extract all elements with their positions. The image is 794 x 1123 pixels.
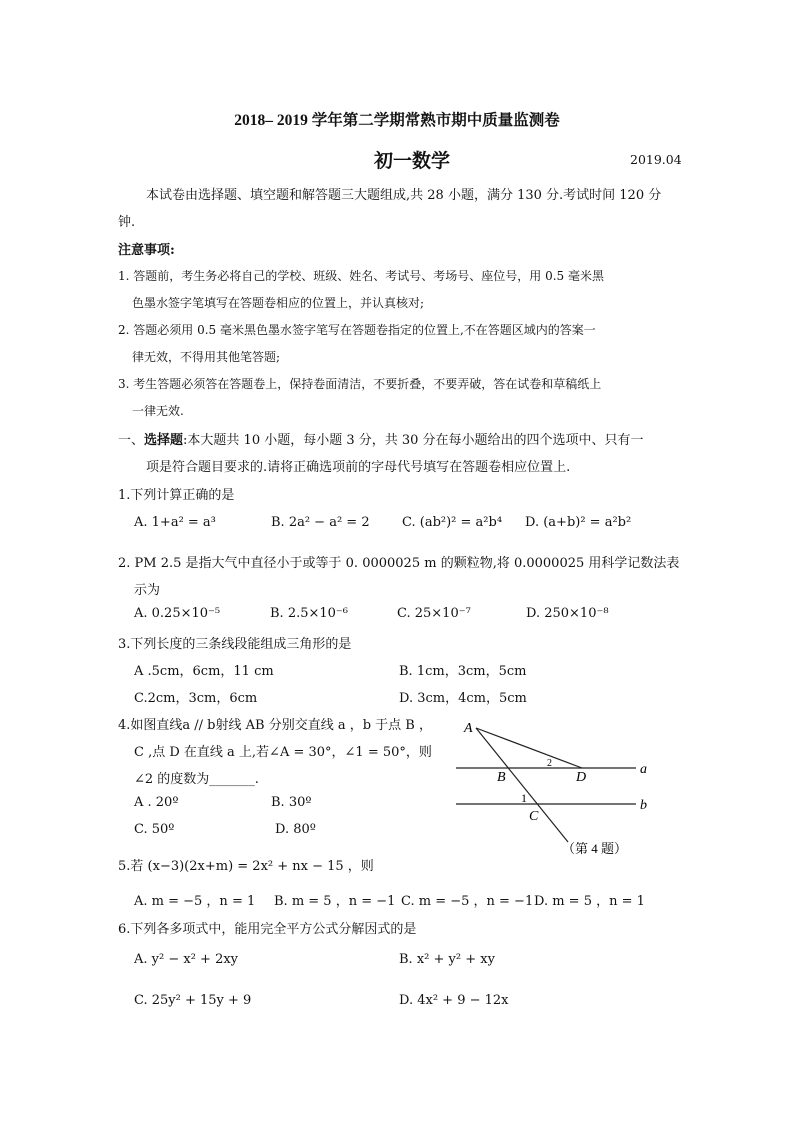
q5-option-c: C. m = −5 ，n = −1 [401,894,534,909]
q4-option-b: B. 30º [271,795,312,810]
label-D: D [576,770,587,785]
label-A: A [464,721,473,736]
q3-stem: 3.下列长度的三条线段能组成三角形的是 [118,637,352,652]
label-line-a: a [640,762,647,777]
note-3-line-2: 一律无效. [132,404,184,418]
q6-stem: 6.下列各多项式中，能用完全平方公式分解因式的是 [118,922,417,937]
angle-label-1: 1 [521,791,527,805]
q1-option-b: B. 2a² − a² = 2 [271,515,370,530]
exam-date: 2019.04 [630,152,682,167]
q5-option-d: D. m = 5 ，n = 1 [534,894,645,909]
label-C: C [529,809,539,824]
notes-heading: 注意事项: [118,243,175,258]
q6-option-b: B. x² + y² + xy [399,952,495,967]
q1-option-c: C. (ab²)² = a²b⁴ [402,515,503,530]
q5-stem: 5.若 (x−3)(2x+m) = 2x² + nx − 15 ，则 [118,859,374,874]
q3-option-a: A .5cm，6cm，11 cm [134,664,274,679]
figure-caption: （第 4 题） [562,841,628,856]
section-1-name: 选择题 [144,433,184,448]
note-2-line-2: 律无效，不得用其他笔答题; [132,350,281,364]
exam-title: 2018– 2019 学年第二学期常熟市期中质量监测卷 [234,112,560,129]
q4-stem-line-1: 4.如图直线a // b射线 AB 分别交直线 a ，b 于点 B ， [118,718,432,733]
note-2-line-1: 2. 答题必须用 0.5 毫米黑色墨水签字笔写在答题卷指定的位置上,不在答题区域内的答案一 [118,323,596,337]
q4-option-c: C. 50º [134,822,175,837]
q3-option-c: C.2cm，3cm，6cm [134,691,258,706]
q4-geometry-figure [450,712,670,862]
q6-option-d: D. 4x² + 9 − 12x [399,993,509,1008]
note-1-line-2: 色墨水签字笔填写在答题卷相应的位置上，并认真核对; [132,296,425,310]
q4-option-d: D. 80º [275,822,316,837]
q3-option-d: D. 3cm，4cm，5cm [399,691,527,706]
q2-option-a: A. 0.25×10⁻⁵ [134,606,221,621]
q2-stem-line-2: 示为 [134,583,161,598]
q4-stem-line-3: ∠2 的度数为_______. [134,772,259,787]
intro-line-2: 钟. [118,215,136,230]
q1-option-d: D. (a+b)² = a²b² [525,515,632,530]
q2-option-b: B. 2.5×10⁻⁶ [270,606,348,621]
q3-option-b: B. 1cm，3cm，5cm [399,664,527,679]
q5-option-a: A. m = −5 ，n = 1 [134,894,256,909]
q1-stem: 1.下列计算正确的是 [118,488,235,503]
q6-option-c: C. 25y² + 15y + 9 [134,993,252,1008]
q4-option-a: A . 20º [134,795,179,810]
section-1-desc-line-2: 项是符合题目要求的.请将正确选项前的字母代号填写在答题卷相应位置上. [146,460,571,475]
section-1-label: 一、 [118,433,145,448]
label-B: B [497,770,506,785]
q5-option-b: B. m = 5 ，n = −1 [274,894,396,909]
q4-stem-line-2: C ,点 D 在直线 a 上,若∠A = 30°，∠1 = 50°，则 [134,745,432,760]
intro-line-1: 本试卷由选择题、填空题和解答题三大题组成,共 28 小题，满分 130 分.考试时间 120 分 [146,188,662,203]
q1-option-a: A. 1+a² = a³ [134,515,216,530]
section-1-header [118,429,644,448]
subject-title: 初一数学 [374,150,451,172]
q6-option-a: A. y² − x² + 2xy [134,952,239,967]
note-3-line-1: 3. 考生答题必须答在答题卷上，保持卷面清洁，不要折叠，不要弄破，答在试卷和草稿纸上 [118,377,602,391]
angle-label-2: 2 [547,758,552,769]
q2-stem-line-1: 2. PM 2.5 是指大气中直径小于或等于 0. 0000025 m 的颗粒物,将 0.0000025 用科学记数法表 [118,556,680,571]
label-line-b: b [640,798,647,813]
q2-option-c: C. 25×10⁻⁷ [397,606,471,621]
q2-option-d: D. 250×10⁻⁸ [526,606,609,621]
section-1-desc: :本大题共 10 小题，每小题 3 分，共 30 分在每小题给出的四个选项中、只有一 [183,433,644,448]
note-1-line-1: 1. 答题前，考生务必将自己的学校、班级、姓名、考试号、考场号、座位号，用 0.5 毫米黑 [118,269,604,283]
